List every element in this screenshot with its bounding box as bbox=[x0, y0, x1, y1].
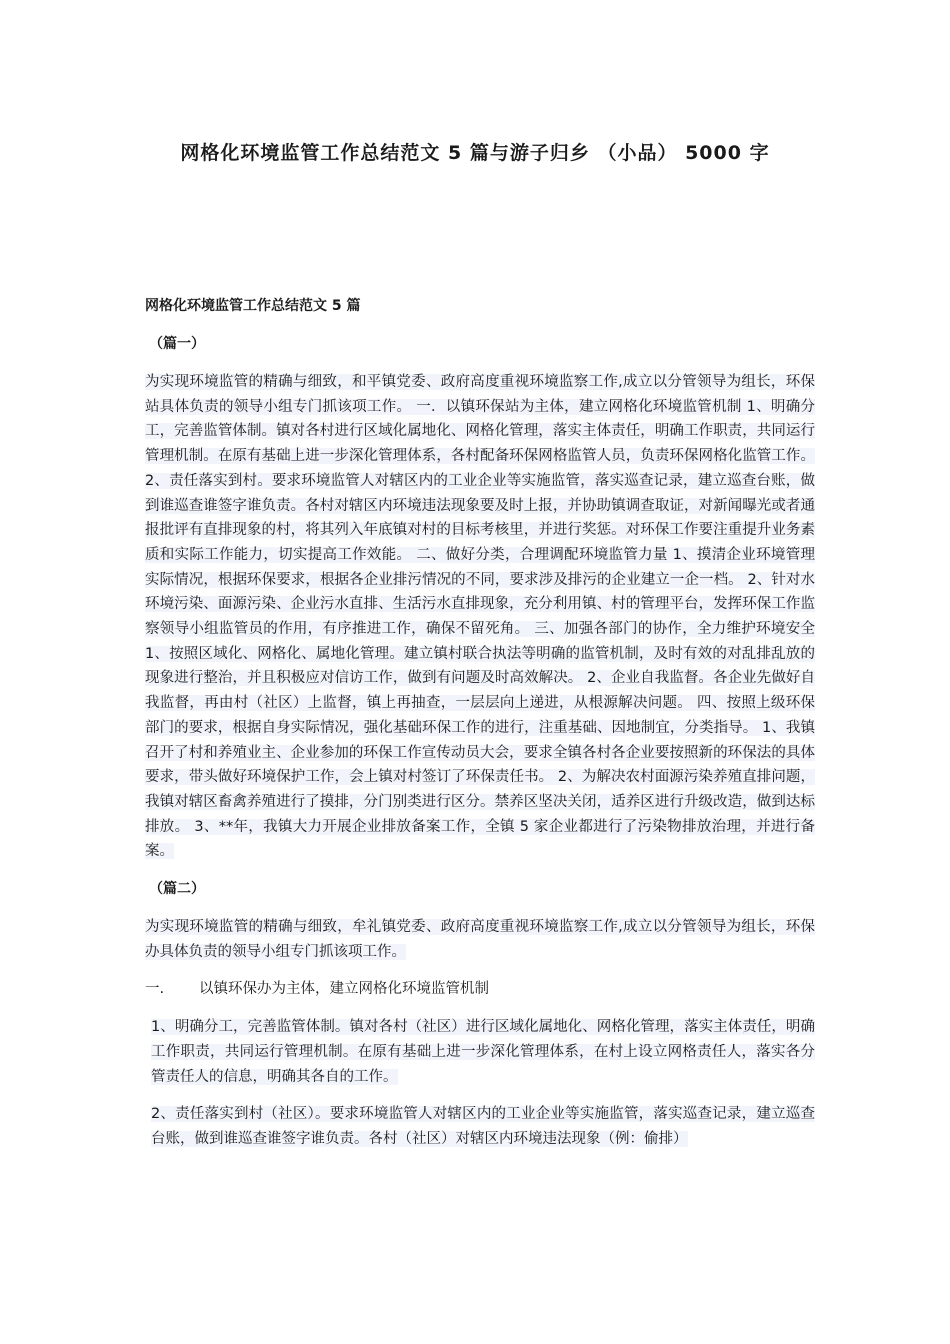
part2-paragraph-2 bbox=[145, 1102, 815, 1151]
part2-heading: （篇二） bbox=[149, 881, 205, 898]
part2-item1-number: 一. bbox=[145, 981, 165, 998]
part2-paragraph-2-text: 2、责任落实到村（社区）。要求环境监管人对辖区内的工业企业等实施监管，落实巡查记录，建立巡查台账，做到谁巡查谁签字谁负责。各村（社区）对辖区内环境违法现象（例：偷排） bbox=[151, 1106, 815, 1147]
part2-intro-text: 为实现环境监管的精确与细致，牟礼镇党委、政府高度重视环境监察工作,成立以分管领导为组长，环保办具体负责的领导小组专门抓该项工作。 bbox=[145, 919, 815, 960]
document-body bbox=[145, 294, 815, 1165]
part1-heading: （篇一） bbox=[149, 336, 205, 352]
part2-paragraph-1-text: 1、明确分工，完善监管体制。镇对各村（社区）进行区域化属地化、网格化管理，落实主体责任，明确工作职责，共同运行管理机制。在原有基础上进一步深化管理体系，在村上设立网格责任人，落实各分管责任人的信息，明确其各自的工作。 bbox=[151, 1019, 815, 1085]
part1-body bbox=[145, 370, 815, 864]
part1-body-text: 为实现环境监管的精确与细致，和平镇党委、政府高度重视环境监察工作,成立以分管领导为组长，环保站具体负责的领导小组专门抓该项工作。 一．以镇环保站为主体，建立网格化环境监管机制 1、明确分工，完善监管体制。镇对各村进行区域化属地化、网格化管理，落实主体责任，明确工作职责，共同运行管理机制。在原有基础上进一步深化管理体系，各村配备环保网格监管人员，负责环保网格化监管工作。 2、责任落实到村。要求环境监管人对辖区内的工业企业等实施监管，落实巡查记录，建立巡查台账，做到谁巡查谁签字谁负责。各村对辖区内环境违法现象要及时上报，并协助镇调查取证，对新闻曝光或者通报批评有直排现象的村，将其列入年底镇对村的目标考核里，并进行奖惩。对环保工作要注重提升业务素质和实际工作能力，切实提高工作效能。 二、做好分类，合理调配环境监管力量 1、摸清企业环境管理实际情况，根据环保要求，根据各企业排污情况的不同，要求涉及排污的企业建立一企一档。 2、针对水环境污染、面源污染、企业污水直排、生活污水直排现象，充分利用镇、村的管理平台，发挥环保工作监察领导小组监管员的作用，有序推进工作，确保不留死角。 三、加强各部门的协作，全力维护环境安全 1、按照区域化、网格化、属地化管理。建立镇村联合执法等明确的监管机制，及时有效的对乱排乱放的现象进行整治，并且积极应对信访工作，做到有问题及时高效解决。 2、企业自我监督。各企业先做好自我监督，再由村（社区）上监督，镇上再抽查，一层层向上递进，从根源解决问题。 四、按照上级环保部门的要求，根据自身实际情况，强化基础环保工作的进行，注重基础、因地制宜，分类指导。 1、我镇召开了村和养殖业主、企业参加的环保工作宣传动员大会，要求全镇各村各企业要按照新的环保法的具体要求，带头做好环境保护工作，会上镇对村签订了环保责任书。 2、为解决农村面源污染养殖直排问题，我镇对辖区畜禽养殖进行了摸排，分门别类进行区分。禁养区坚决关闭，适养区进行升级改造，做到达标排放。 3、**年，我镇大力开展企业排放备案工作，全镇 5 家企业都进行了污染物排放治理，并进行备案。 bbox=[145, 374, 815, 860]
section-title: 网格化环境监管工作总结范文 5 篇 bbox=[145, 298, 361, 314]
part2-item1-text: 以镇环保办为主体，建立网格化环境监管机制 bbox=[199, 981, 489, 998]
part2-intro bbox=[145, 915, 815, 964]
document-title: 网格化环境监管工作总结范文 5 篇与游子归乡 （小品） 5000 字 bbox=[180, 142, 770, 164]
part2-item1 bbox=[145, 977, 815, 1002]
part2-paragraph-1 bbox=[145, 1015, 815, 1089]
